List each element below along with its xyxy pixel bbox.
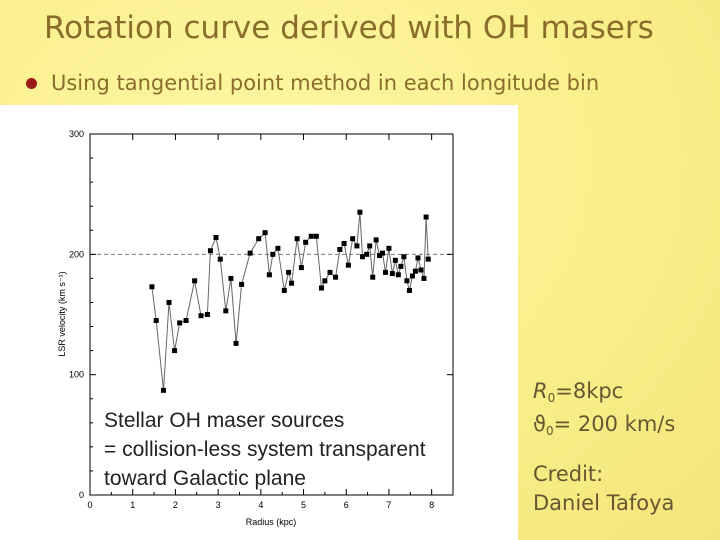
data-point [319, 286, 324, 291]
x-tick-label: 5 [301, 500, 307, 510]
caption-line: = collision-less system transparent [104, 438, 426, 461]
data-point [205, 312, 210, 317]
x-tick-label: 4 [258, 500, 264, 510]
data-point [415, 255, 420, 260]
data-point [267, 272, 272, 277]
credit-name: Daniel Tafoya [533, 491, 675, 515]
x-tick-label: 1 [130, 500, 136, 510]
x-tick-label: 6 [343, 500, 349, 510]
x-tick-label: 2 [172, 500, 178, 510]
data-point [398, 264, 403, 269]
caption-line: toward Galactic plane [104, 467, 306, 490]
data-point [337, 247, 342, 252]
param-r0 [533, 378, 675, 411]
data-point [346, 263, 351, 268]
data-point [167, 300, 172, 305]
data-point [404, 278, 409, 283]
x-tick-label: 8 [429, 500, 435, 510]
data-point [286, 270, 291, 275]
data-point [295, 236, 300, 241]
data-point [263, 230, 268, 235]
data-point [360, 254, 365, 259]
x-tick-label: 7 [386, 500, 392, 510]
data-point [275, 246, 280, 251]
data-point [184, 318, 189, 323]
caption-line: Stellar OH maser sources [104, 409, 345, 432]
data-point [380, 251, 385, 256]
data-point [354, 243, 359, 248]
param-r0-value: =8kpc [555, 379, 624, 403]
data-point [374, 237, 379, 242]
param-theta-value: = 200 km/s [553, 412, 676, 436]
data-point [270, 252, 275, 257]
data-point [299, 265, 304, 270]
data-point [407, 288, 412, 293]
y-tick-label: 200 [68, 249, 84, 260]
data-point [413, 269, 418, 274]
data-point [289, 281, 294, 286]
y-tick-label: 0 [78, 490, 84, 500]
data-point [248, 251, 253, 256]
data-point [282, 288, 287, 293]
data-point [342, 241, 347, 246]
data-point [314, 234, 319, 239]
data-point [383, 270, 388, 275]
x-tick-label: 3 [215, 500, 221, 510]
data-point [364, 252, 369, 257]
data-point [386, 246, 391, 251]
bullet-text: Using tangential point method in each longitude bin [51, 71, 600, 95]
data-point [424, 215, 429, 220]
bullet-dot-icon [26, 78, 37, 89]
data-point [350, 236, 355, 241]
data-point [421, 276, 426, 281]
data-point [234, 341, 239, 346]
data-point [367, 243, 372, 248]
data-point [177, 320, 182, 325]
data-point [410, 273, 415, 278]
data-point [223, 308, 228, 313]
data-point [426, 257, 431, 262]
data-point [161, 388, 166, 393]
param-theta0 [533, 411, 675, 444]
data-point [213, 235, 218, 240]
bullet-item [26, 68, 599, 98]
data-point [390, 271, 395, 276]
data-point [154, 318, 159, 323]
data-point [172, 348, 177, 353]
data-point [208, 248, 213, 253]
data-point [218, 257, 223, 262]
param-r0-sub: 0 [547, 391, 556, 405]
param-theta-sub: 0 [546, 424, 554, 438]
data-point [309, 234, 314, 239]
data-point [396, 272, 401, 277]
data-point [199, 313, 204, 318]
data-point [401, 254, 406, 259]
data-point [228, 276, 233, 281]
x-tick-label: 0 [87, 500, 93, 510]
data-point [357, 210, 362, 215]
data-point [393, 258, 398, 263]
data-point [303, 240, 308, 245]
data-point [149, 284, 154, 289]
data-point [328, 270, 333, 275]
y-tick-label: 100 [68, 369, 84, 380]
figure-caption [104, 406, 484, 493]
data-point [322, 278, 327, 283]
y-tick-label: 300 [68, 129, 84, 139]
data-point [370, 275, 375, 280]
data-point [239, 282, 244, 287]
y-axis-label: LSR velocity (km s⁻¹) [57, 271, 67, 357]
data-point [192, 278, 197, 283]
param-r0-symbol: R [533, 379, 548, 403]
param-theta-symbol: ϑ [533, 412, 547, 436]
data-point [256, 236, 261, 241]
credit-label: Credit: [533, 462, 604, 486]
x-axis-label: Radius (kpc) [245, 517, 297, 527]
model-parameters [533, 378, 675, 444]
slide-title: Rotation curve derived with OH masers [44, 10, 654, 46]
data-point [418, 267, 423, 272]
rotation-curve-line [152, 212, 428, 390]
data-point [333, 275, 338, 280]
credit-block [533, 460, 674, 518]
